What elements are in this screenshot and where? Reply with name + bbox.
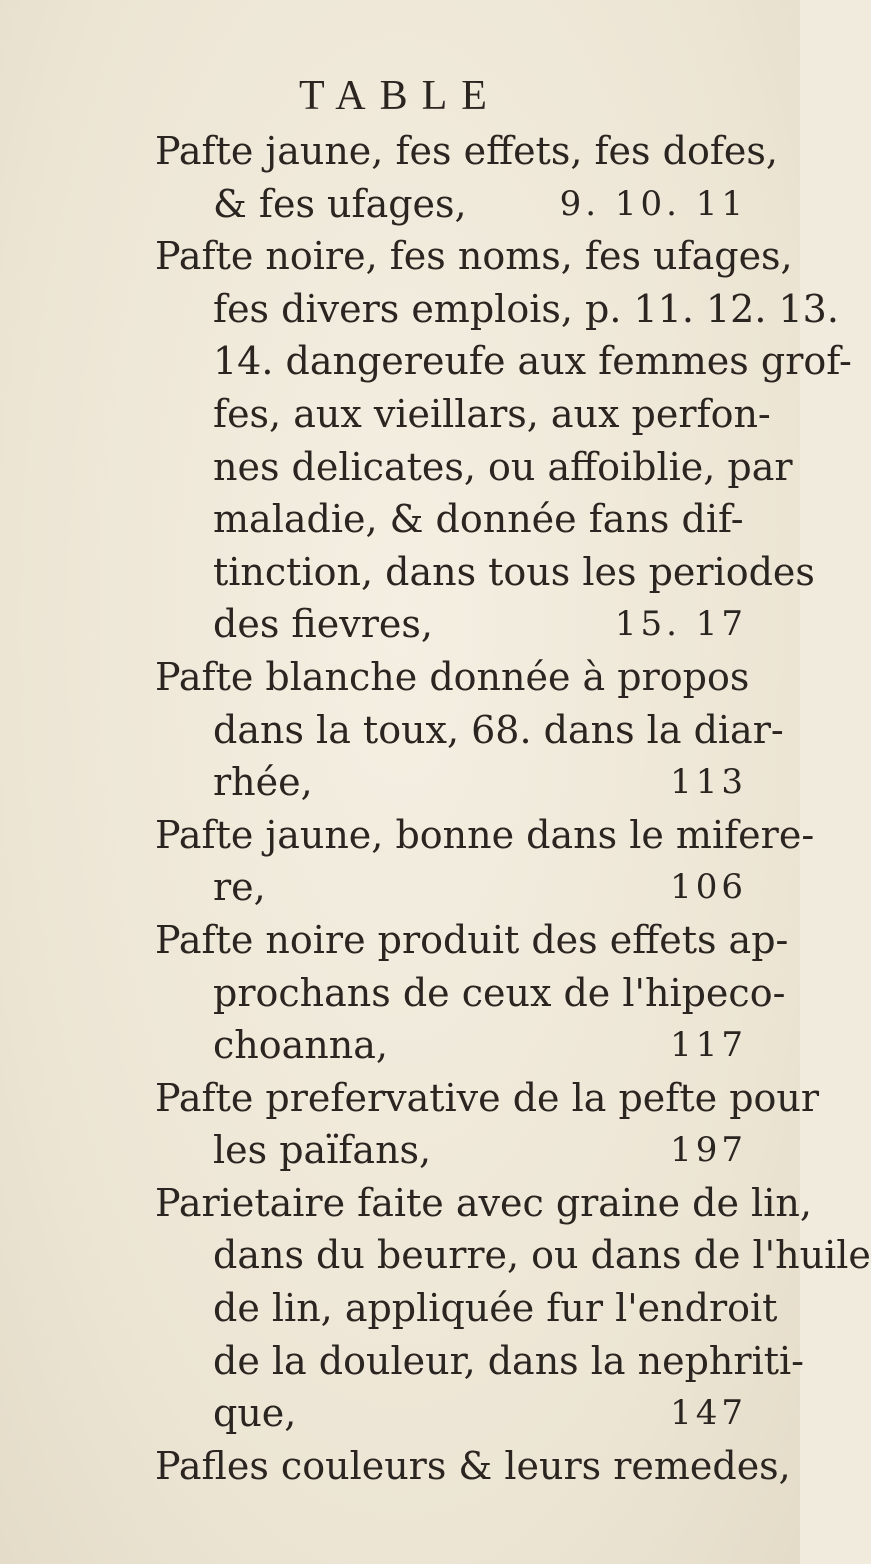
index-line [155, 1124, 775, 1177]
index-line-text: Pafte prefervative de la pefte pour [155, 1075, 820, 1120]
index-line [155, 1229, 871, 1282]
index-line [155, 125, 778, 178]
index-line-text: fes divers emplois, p. 11. 12. 13. [213, 286, 839, 331]
index-entries [155, 125, 871, 1492]
index-line [155, 388, 775, 441]
index-line [155, 756, 775, 809]
index-line [155, 178, 775, 231]
index-line [155, 967, 786, 1020]
index-line [155, 1177, 812, 1230]
index-line-text: de la douleur, dans la nephriti- [213, 1338, 804, 1383]
index-line-text: choanna, [213, 1023, 388, 1068]
index-line-text: dans la toux, 68. dans la diar- [213, 707, 784, 752]
index-line [155, 809, 815, 862]
index-line [155, 704, 784, 757]
index-line [155, 651, 775, 704]
index-line-text: nes delicates, ou affoiblie, par [213, 444, 793, 489]
index-line [155, 1019, 775, 1072]
index-line-text: Pafte blanche donnée à propos [155, 654, 750, 699]
index-line [155, 493, 775, 546]
index-line-text: des fievres, [213, 602, 433, 647]
index-line-text: tinction, dans tous les periodes [213, 549, 815, 594]
index-line [155, 1387, 775, 1440]
index-line-text: prochans de ceux de l'hipeco- [213, 970, 786, 1015]
index-line [155, 1440, 791, 1493]
index-line-text: dans du beurre, ou dans de l'huile [213, 1233, 871, 1278]
page-reference: 15. 17 [614, 604, 747, 645]
index-line [155, 283, 839, 336]
index-line [155, 441, 793, 494]
index-line-text: Pafte jaune, fes effets, fes dofes, [155, 129, 778, 173]
index-line-text: Pafte noire produit des effets ap- [155, 917, 789, 962]
index-line-text: Pafte noire, fes noms, fes ufages, [155, 234, 793, 279]
page-reference: 147 [670, 1393, 747, 1434]
index-line [155, 230, 793, 283]
index-line-text: & fes ufages, [213, 181, 467, 226]
index-line-text: que, [213, 1391, 297, 1436]
running-head: TABLE [299, 73, 501, 119]
index-line-text: re, [213, 865, 266, 910]
index-line-text: Parietaire faite avec graine de lin, [155, 1180, 812, 1225]
index-line-text: Pafles couleurs & leurs remedes, [155, 1443, 791, 1488]
index-line-text: maladie, & donnée fans dif- [213, 497, 744, 542]
page-reference: 106 [670, 867, 747, 908]
page-reference: 113 [670, 762, 747, 803]
index-line-text: rhée, [213, 760, 313, 805]
page-reference: 117 [670, 1025, 747, 1066]
index-line-text: les païfans, [213, 1128, 432, 1173]
index-line [155, 1072, 820, 1125]
index-line-text: Pafte jaune, bonne dans le mifere- [155, 812, 815, 857]
index-line-text: 14. dangereufe aux femmes grof- [213, 339, 852, 384]
index-line [155, 861, 775, 914]
index-line [155, 1335, 804, 1388]
index-line [155, 335, 852, 388]
index-line [155, 546, 815, 599]
page-reference: 9. 10. 11 [559, 183, 747, 224]
index-line [155, 914, 789, 967]
index-line [155, 598, 775, 651]
index-line-text: de lin, appliquée fur l'endroit [213, 1286, 778, 1331]
page-reference: 197 [670, 1130, 747, 1171]
index-line-text: fes, aux vieillars, aux perfon- [213, 391, 771, 436]
index-line [155, 1282, 778, 1335]
